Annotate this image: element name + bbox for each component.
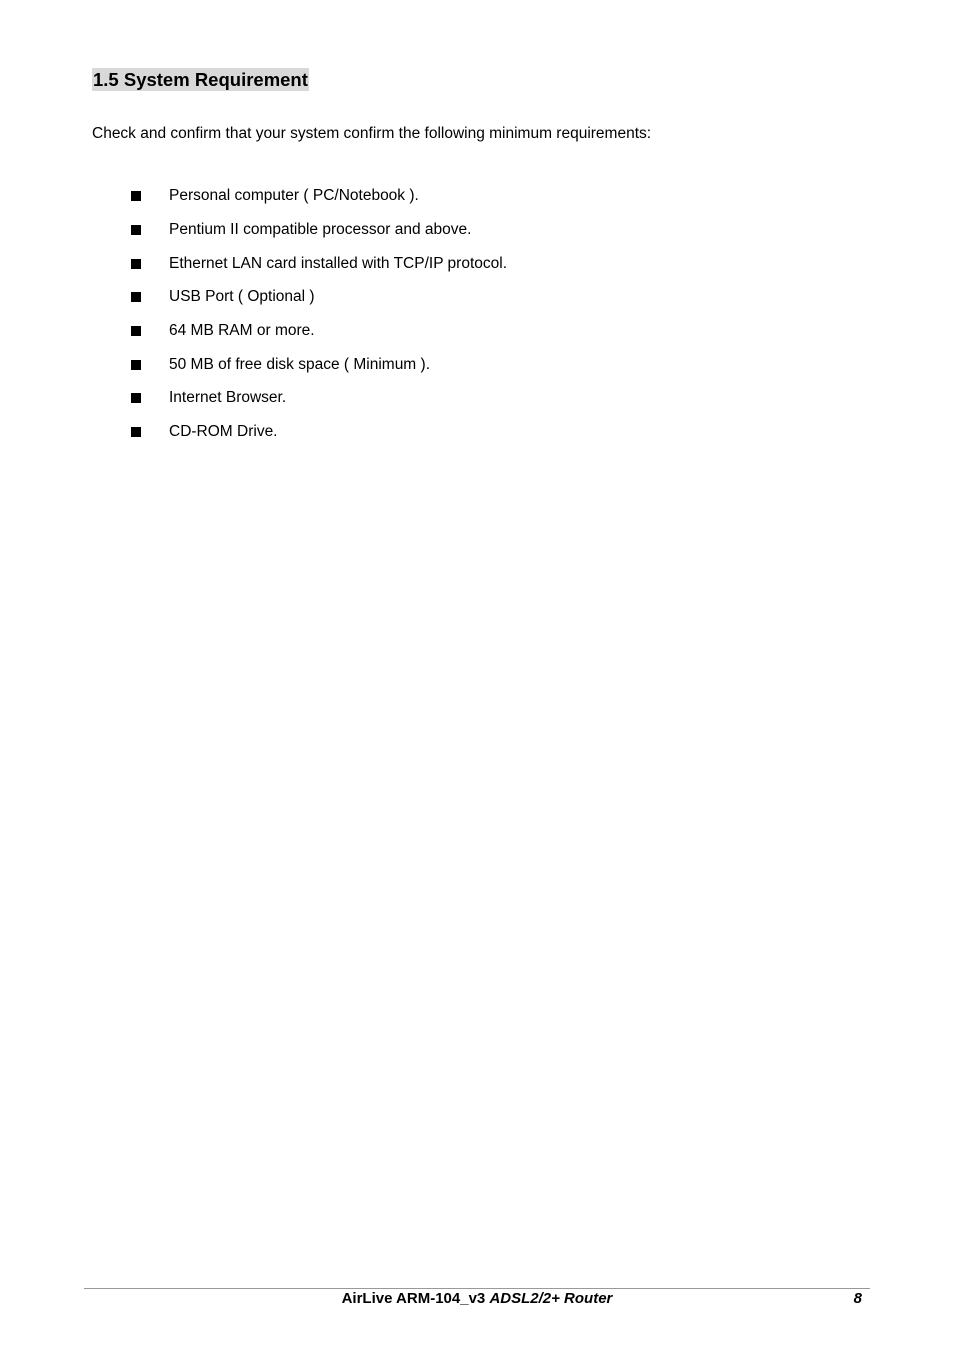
list-item (0, 355, 954, 375)
square-bullet-icon (131, 360, 141, 370)
list-item-text: Pentium II compatible processor and above. (169, 221, 472, 238)
footer-product: AirLive ARM-104_v3 (341, 1290, 486, 1307)
list-item-text: Personal computer ( PC/Notebook ). (169, 187, 419, 204)
list-item (0, 220, 954, 240)
list-item-text: USB Port ( Optional ) (169, 288, 315, 305)
square-bullet-icon (131, 326, 141, 336)
intro-paragraph: Check and confirm that your system confirm the following minimum requirements: (92, 125, 652, 142)
list-item (0, 422, 954, 442)
list-item (0, 287, 954, 307)
square-bullet-icon (131, 259, 141, 269)
section-heading: 1.5 System Requirement (93, 69, 308, 90)
square-bullet-icon (131, 292, 141, 302)
square-bullet-icon (131, 225, 141, 235)
list-item (0, 254, 954, 274)
footer-product-type: ADSL2/2+ Router (489, 1290, 613, 1307)
list-item-text: Internet Browser. (169, 389, 287, 406)
square-bullet-icon (131, 427, 141, 437)
list-item-text: Ethernet LAN card installed with TCP/IP protocol. (169, 255, 508, 272)
list-item-text: 50 MB of free disk space ( Minimum ). (169, 356, 430, 373)
page-number: 8 (853, 1290, 862, 1307)
list-item (0, 186, 954, 206)
list-item-text: CD-ROM Drive. (169, 423, 278, 440)
square-bullet-icon (131, 393, 141, 403)
list-item (0, 388, 954, 408)
list-item (0, 321, 954, 341)
footer-divider (84, 1288, 870, 1289)
list-item-text: 64 MB RAM or more. (169, 322, 315, 339)
footer-title (0, 1290, 954, 1308)
square-bullet-icon (131, 191, 141, 201)
